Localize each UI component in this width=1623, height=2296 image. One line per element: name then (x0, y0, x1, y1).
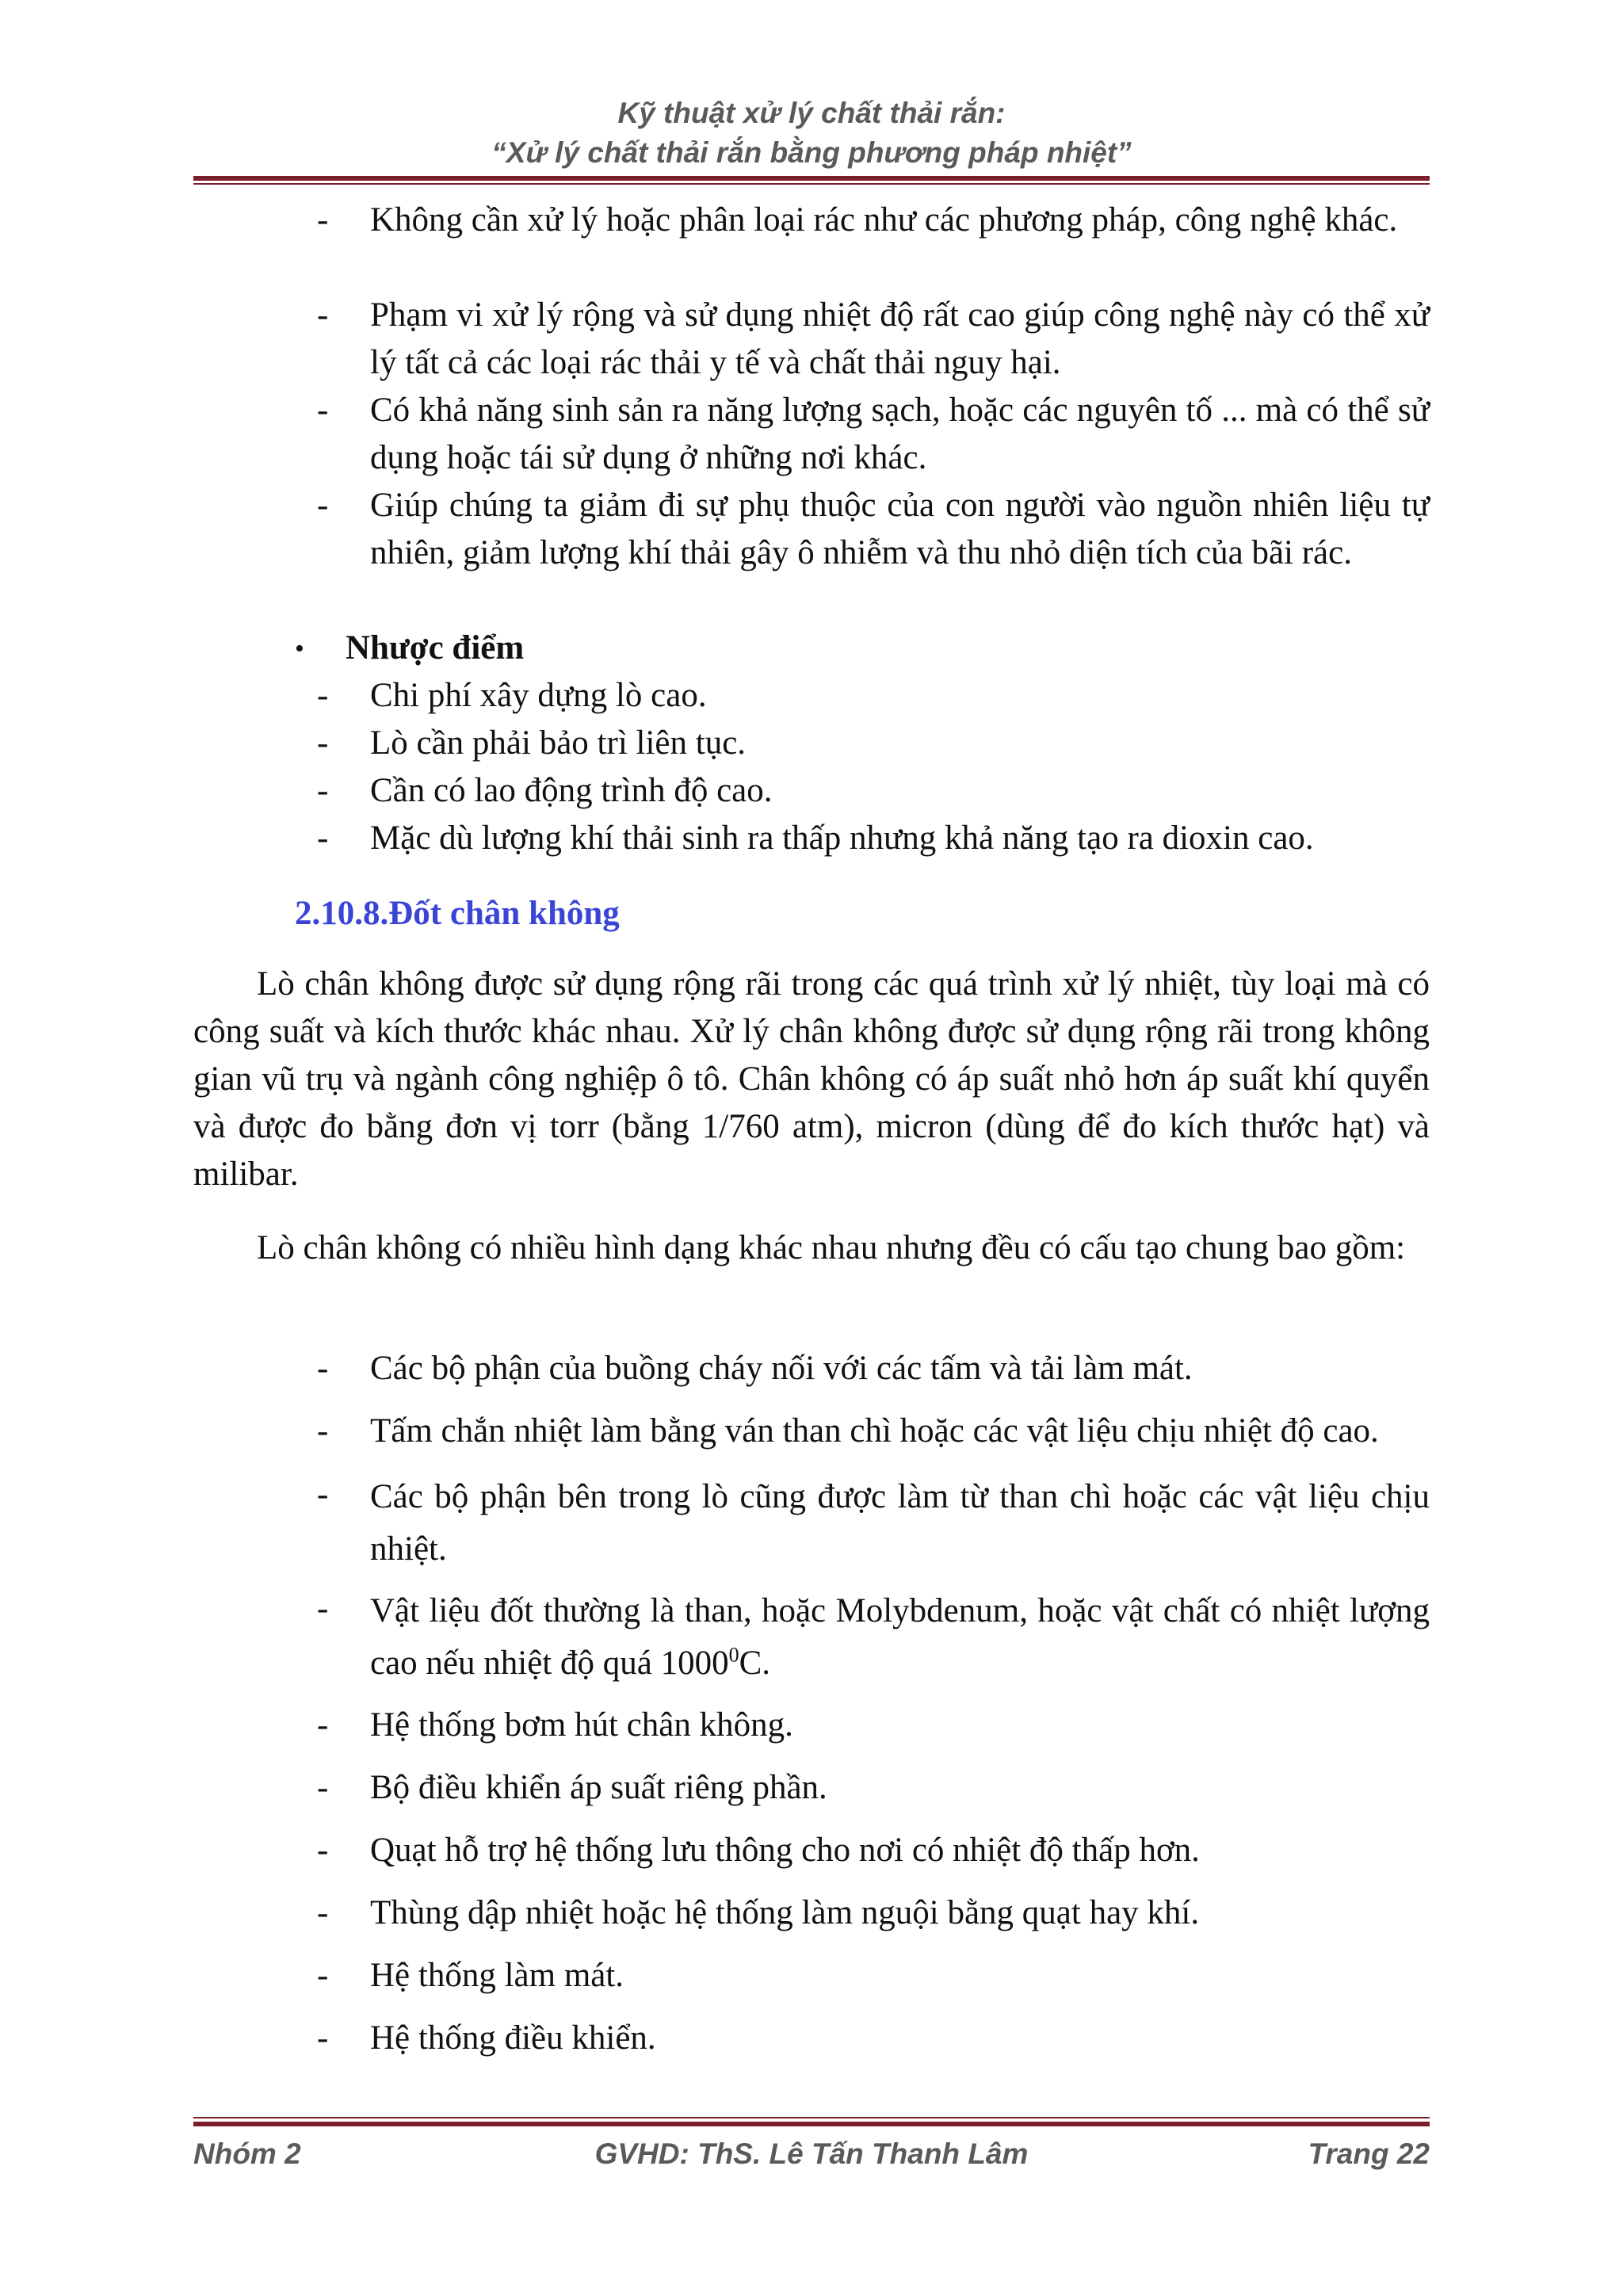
disadvantages-title: Nhược điểm (346, 629, 525, 667)
header-subtitle: “Xử lý chất thải rắn bằng phương pháp nhiệt” (491, 136, 1132, 169)
list-item (317, 1471, 1430, 1576)
degree-superscript: 0 (728, 1643, 739, 1667)
dash-marker: - (317, 1412, 329, 1450)
list-item (317, 720, 1430, 767)
page-number: Trang 22 (1308, 2137, 1430, 2170)
dash-marker: - (317, 1590, 329, 1627)
section-heading: 2.10.8.Đốt chân không (295, 895, 620, 932)
list-item-text: Các bộ phận bên trong lò cũng được làm từ than chì hoặc các vật liệu chịu nhiệt. (370, 1478, 1430, 1568)
list-item (317, 1889, 1430, 1937)
list-item-text: Các bộ phận của buồng cháy nối với các tấm và tải làm mát. (370, 1350, 1193, 1387)
header-rule (193, 176, 1430, 181)
dash-marker: - (317, 1832, 329, 1869)
list-item-text: Tấm chắn nhiệt làm bằng ván than chì hoặc các vật liệu chịu nhiệt độ cao. (370, 1412, 1379, 1450)
list-item (317, 482, 1430, 577)
dash-marker: - (317, 1769, 329, 1806)
list-item (317, 1764, 1430, 1812)
dash-marker: - (317, 724, 329, 762)
dash-marker: - (317, 677, 329, 714)
list-item-text: Chi phí xây dựng lò cao. (370, 677, 707, 714)
list-item-text (370, 1585, 1430, 1690)
list-item-text: Thùng dập nhiệt hoặc hệ thống làm nguội bằng quạt hay khí. (370, 1894, 1200, 1931)
list-item-text: Phạm vi xử lý rộng và sử dụng nhiệt độ rất cao giúp công nghệ này có thể xử lý tất cả các loại rác thải y tế và chất thải nguy hại. (370, 296, 1430, 381)
list-item (317, 1827, 1430, 1874)
list-item (317, 197, 1430, 244)
dash-marker: - (317, 487, 329, 524)
paragraph: Lò chân không được sử dụng rộng rãi trong các quá trình xử lý nhiệt, tùy loại mà có công suất và kích thước khác nhau. Xử lý chân không được sử dụng rộng rãi trong không gian vũ trụ và ngành công nghiệp ô tô. Chân không có áp suất nhỏ hơn áp suất khí quyển và được đo bằng đơn vị torr (bằng 1/760 atm), micron (dùng để đo kích thước hạt) và milibar. (193, 965, 1430, 1193)
list-item-text: Không cần xử lý hoặc phân loại rác như các phương pháp, công nghệ khác. (370, 201, 1398, 239)
page-header (193, 94, 1430, 173)
list-item-text: Lò cần phải bảo trì liên tục. (370, 724, 747, 762)
list-item (317, 2015, 1430, 2062)
list-item (317, 1952, 1430, 2000)
dash-marker: - (317, 819, 329, 857)
dash-marker: - (317, 2019, 329, 2057)
dash-marker: - (317, 1957, 329, 1994)
list-item (317, 815, 1430, 862)
list-item-text: Hệ thống làm mát. (370, 1957, 624, 1994)
dash-marker: - (317, 201, 329, 239)
list-item-text: Giúp chúng ta giảm đi sự phụ thuộc của con người vào nguồn nhiên liệu tự nhiên, giảm lượng khí thải gây ô nhiễm và thu nhỏ diện tích của bãi rác. (370, 487, 1430, 571)
dash-marker: - (317, 1894, 329, 1931)
list-item-text: Quạt hỗ trợ hệ thống lưu thông cho nơi có nhiệt độ thấp hơn. (370, 1832, 1200, 1869)
paragraph: Lò chân không có nhiều hình dạng khác nhau nhưng đều có cấu tạo chung bao gồm: (257, 1229, 1406, 1266)
dash-marker: - (317, 1706, 329, 1744)
list-item-text: Cần có lao động trình độ cao. (370, 772, 773, 809)
footer-group: Nhóm 2 (193, 2137, 301, 2170)
list-item (317, 1702, 1430, 1749)
dash-marker: - (317, 772, 329, 809)
footer-rule (193, 2122, 1430, 2126)
dash-marker: - (317, 296, 329, 334)
dash-marker: - (317, 1476, 329, 1513)
list-item (317, 292, 1430, 387)
list-item (317, 1345, 1430, 1392)
list-item (317, 1585, 1430, 1690)
bullet-icon: • (295, 634, 304, 663)
dash-marker: - (317, 392, 329, 429)
header-title: Kỹ thuật xử lý chất thải rắn: (617, 97, 1006, 129)
temperature-unit: C. (739, 1645, 771, 1682)
list-item-text: Hệ thống điều khiển. (370, 2019, 656, 2057)
list-item (317, 672, 1430, 720)
dash-marker: - (317, 1350, 329, 1387)
list-item-text: Bộ điều khiển áp suất riêng phần. (370, 1769, 827, 1806)
list-item-text: Hệ thống bơm hút chân không. (370, 1706, 793, 1744)
list-item (317, 387, 1430, 482)
footer-rule-thin (193, 2117, 1430, 2118)
disadvantages-heading (295, 625, 524, 673)
list-item-text: Mặc dù lượng khí thải sinh ra thấp nhưng khả năng tạo ra dioxin cao. (370, 819, 1314, 857)
list-item-text: Có khả năng sinh sản ra năng lượng sạch, hoặc các nguyên tố ... mà có thể sử dụng hoặc tái sử dụng ở những nơi khác. (370, 392, 1430, 476)
header-rule-thin (193, 183, 1430, 185)
list-item (317, 1408, 1430, 1455)
list-item-text-main: Vật liệu đốt thường là than, hoặc Molybdenum, hoặc vật chất có nhiệt lượng cao nếu nhiệt độ quá 1000 (370, 1592, 1430, 1682)
footer-advisor: GVHD: ThS. Lê Tấn Thanh Lâm (594, 2137, 1029, 2170)
list-item (317, 767, 1430, 815)
